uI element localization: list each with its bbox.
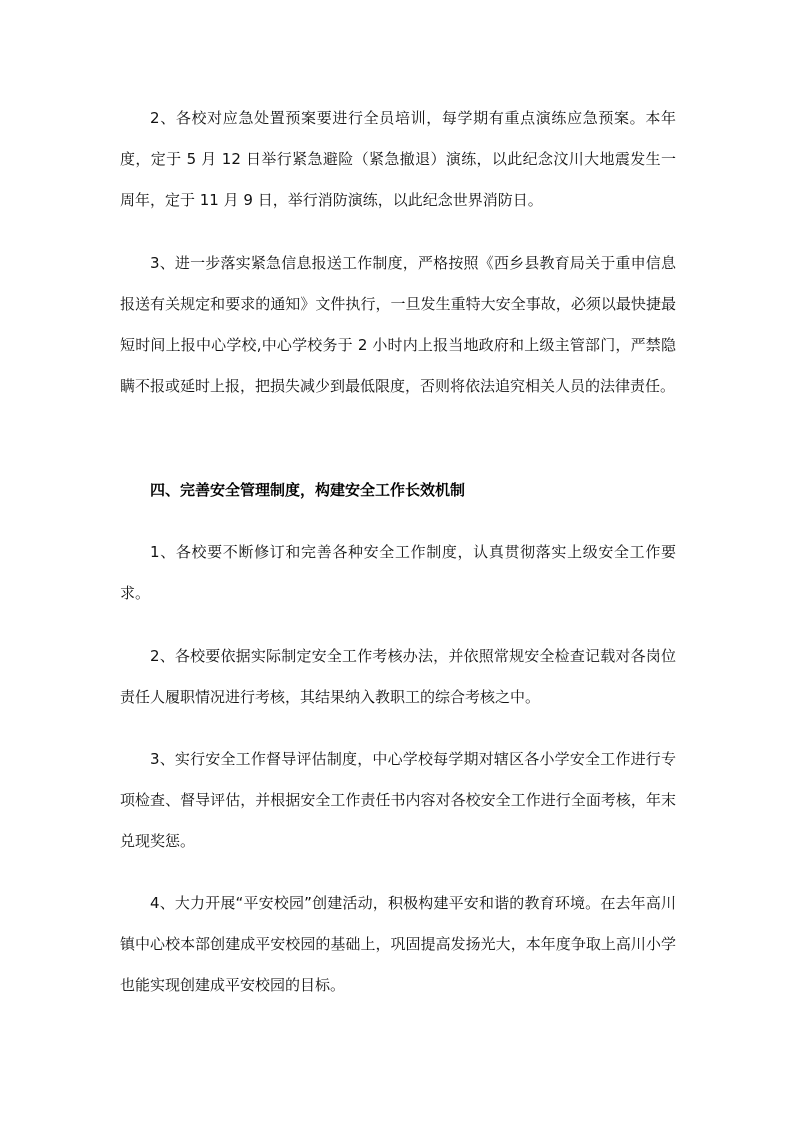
section-heading-4: 四、完善安全管理制度，构建安全工作长效机制 — [150, 481, 466, 499]
paragraph-emergency-drill-training: 2、各校对应急处置预案要进行全员培训，每学期有重点演练应急预案。本年度，定于 5 月 12 日举行紧急避险（紧急撤退）演练，以此纪念汶川大地震发生一周年，定于 11 月 9 日，举行消防演练，以此纪念世界消防日。 — [120, 109, 676, 209]
paragraph-safe-campus-campaign: 4、大力开展“平安校园”创建活动，积极构建平安和谐的教育环境。在去年高川镇中心校本部创建成平安校园的基础上，巩固提高发扬光大，本年度争取上高川小学也能实现创建成平安校园的目标。 — [120, 894, 676, 994]
paragraph-revise-safety-rules: 1、各校要不断修订和完善各种安全工作制度，认真贯彻落实上级安全工作要求。 — [120, 543, 676, 602]
paragraph-supervision-evaluation: 3、实行安全工作督导评估制度，中心学校每学期对辖区各小学安全工作进行专项检查、督导评估，并根据安全工作责任书内容对各校安全工作进行全面考核，年末兑现奖惩。 — [120, 750, 676, 850]
paragraph-assessment-method: 2、各校要依据实际制定安全工作考核办法，并依照常规安全检查记载对各岗位责任人履职情况进行考核，其结果纳入教职工的综合考核之中。 — [120, 647, 676, 706]
paragraph-emergency-info-reporting: 3、进一步落实紧急信息报送工作制度，严格按照《西乡县教育局关于重申信息报送有关规定和要求的通知》文件执行，一旦发生重特大安全事故，必须以最快捷最短时间上报中心学校,中心学校务于 2 小时内上报当地政府和上级主管部门，严禁隐瞒不报或延时上报，把损失减少到最低限度，否则将依法追究相关人员的法律责任。 — [120, 254, 676, 395]
